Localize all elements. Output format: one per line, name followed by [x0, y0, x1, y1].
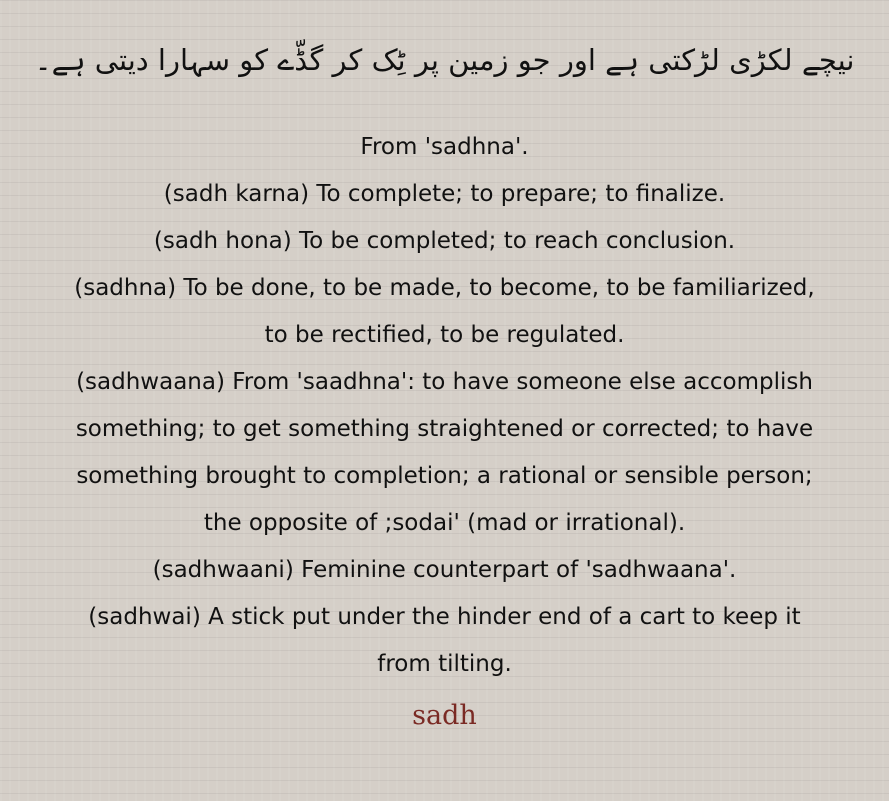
headword: sadh: [412, 700, 477, 731]
definitions-block: [10, 124, 879, 688]
definition-line: From 'sadhna'.: [360, 134, 529, 160]
definition-line: (sadhwai) A stick put under the hinder end of a cart to keep it: [88, 604, 801, 630]
definition-line: (sadh hona) To be completed; to reach conclusion.: [153, 228, 736, 254]
definition-line: something brought to completion; a rational or sensible person;: [76, 463, 813, 489]
definition-line: from tilting.: [377, 651, 512, 677]
definition-line: (sadhna) To be done, to be made, to become, to be familiarized,: [74, 275, 815, 301]
definition-line: (sadhwaani) Feminine counterpart of 'sadhwaana'.: [152, 557, 737, 583]
definition-line: (sadh karna) To complete; to prepare; to finalize.: [163, 181, 726, 207]
definition-line: to be rectified, to be regulated.: [264, 322, 625, 348]
definition-line: (sadhwaana) From 'saadhna': to have someone else accomplish: [76, 369, 813, 395]
definition-line: something; to get something straightened or corrected; to have: [75, 416, 814, 442]
definition-line: the opposite of ;sodai' (mad or irrational).: [203, 510, 686, 536]
urdu-sentence: نیچے لکڑی لڑکتی ہے اور جو زمین پر ٹِک کر گڈّے کو سہارا دیتی ہے۔: [34, 43, 855, 77]
